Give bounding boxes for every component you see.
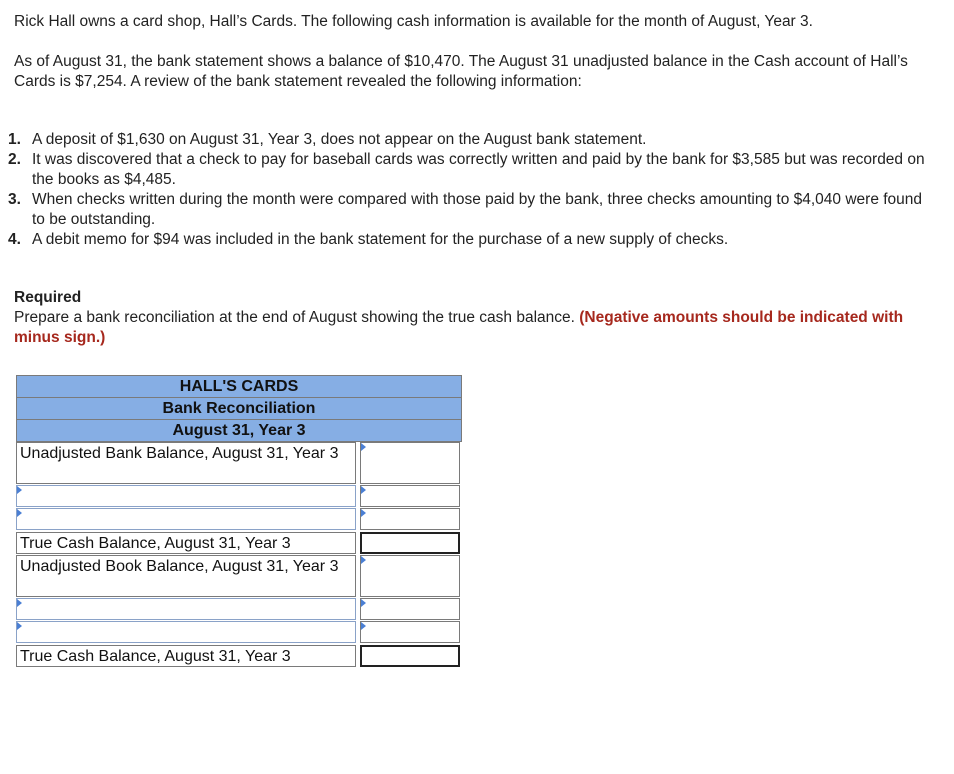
required-heading: Required xyxy=(14,289,82,306)
list-item: 2. It was discovered that a check to pay for baseball cards was correctly written and paid by the bank for $3,585 but was recorded on the books as $4,485. xyxy=(8,151,925,188)
true-cash-bank-label: True Cash Balance, August 31, Year 3 xyxy=(16,532,356,554)
input-marker-icon xyxy=(361,509,366,517)
bank-adjustment-amount-input[interactable] xyxy=(360,485,460,507)
unadjusted-book-label: Unadjusted Book Balance, August 31, Year 3 xyxy=(16,555,356,597)
book-adjustment-amount-input[interactable] xyxy=(360,598,460,620)
company-name: HALL'S CARDS xyxy=(16,375,462,398)
book-adjustment-label-input[interactable] xyxy=(16,621,356,643)
input-marker-icon xyxy=(17,622,22,630)
input-marker-icon xyxy=(17,509,22,517)
input-marker-icon xyxy=(17,599,22,607)
bank-adjustment-label-input[interactable] xyxy=(16,485,356,507)
input-marker-icon xyxy=(17,486,22,494)
true-cash-bank-row xyxy=(16,532,462,554)
statement-title: Bank Reconciliation xyxy=(16,398,462,420)
list-item: 1. A deposit of $1,630 on August 31, Year 3, does not appear on the August bank statement. xyxy=(8,131,647,148)
true-cash-book-row xyxy=(16,645,462,667)
book-adjustment-row xyxy=(16,621,462,643)
book-adjustment-label-input[interactable] xyxy=(16,598,356,620)
true-cash-book-amount xyxy=(360,645,460,667)
unadjusted-book-amount-input[interactable] xyxy=(360,555,460,597)
unadjusted-bank-amount-input[interactable] xyxy=(360,442,460,484)
book-adjustment-row xyxy=(16,598,462,620)
input-marker-icon xyxy=(361,599,366,607)
input-marker-icon xyxy=(361,486,366,494)
list-item: 4. A debit memo for $94 was included in the bank statement for the purchase of a new supply of checks. xyxy=(8,231,729,248)
bank-adjustment-label-input[interactable] xyxy=(16,508,356,530)
negative-note: (Negative amounts should be indicated with minus sign.) xyxy=(14,309,904,346)
book-adjustment-amount-input[interactable] xyxy=(360,621,460,643)
unadjusted-bank-label: Unadjusted Bank Balance, August 31, Year 3 xyxy=(16,442,356,484)
list-item: 3. When checks written during the month were compared with those paid by the bank, three checks amounting to $4,040 were found to be outstanding. xyxy=(8,191,923,228)
intro-text: Rick Hall owns a card shop, Hall’s Cards. The following cash information is available for the month of August, Year 3. xyxy=(14,13,813,30)
statement-date: August 31, Year 3 xyxy=(16,420,462,442)
input-marker-icon xyxy=(361,622,366,630)
bank-adjustment-row xyxy=(16,508,462,530)
bank-reconciliation-table xyxy=(16,375,462,667)
bank-adjustment-row xyxy=(16,485,462,507)
unadjusted-bank-row xyxy=(16,442,462,484)
true-cash-bank-amount xyxy=(360,532,460,554)
bank-info-paragraph: As of August 31, the bank statement shows a balance of $10,470. The August 31 unadjusted balance in the Cash account of Hall’s Cards is $7,254. A review of the bank statement revealed the following information: xyxy=(14,53,908,90)
information-list xyxy=(8,130,938,250)
input-marker-icon xyxy=(361,443,366,451)
bank-adjustment-amount-input[interactable] xyxy=(360,508,460,530)
input-marker-icon xyxy=(361,556,366,564)
required-instructions: Prepare a bank reconciliation at the end of August showing the true cash balance. (Negative amounts should be indicated with minus sign.) xyxy=(14,309,904,346)
unadjusted-book-row xyxy=(16,555,462,597)
true-cash-book-label: True Cash Balance, August 31, Year 3 xyxy=(16,645,356,667)
